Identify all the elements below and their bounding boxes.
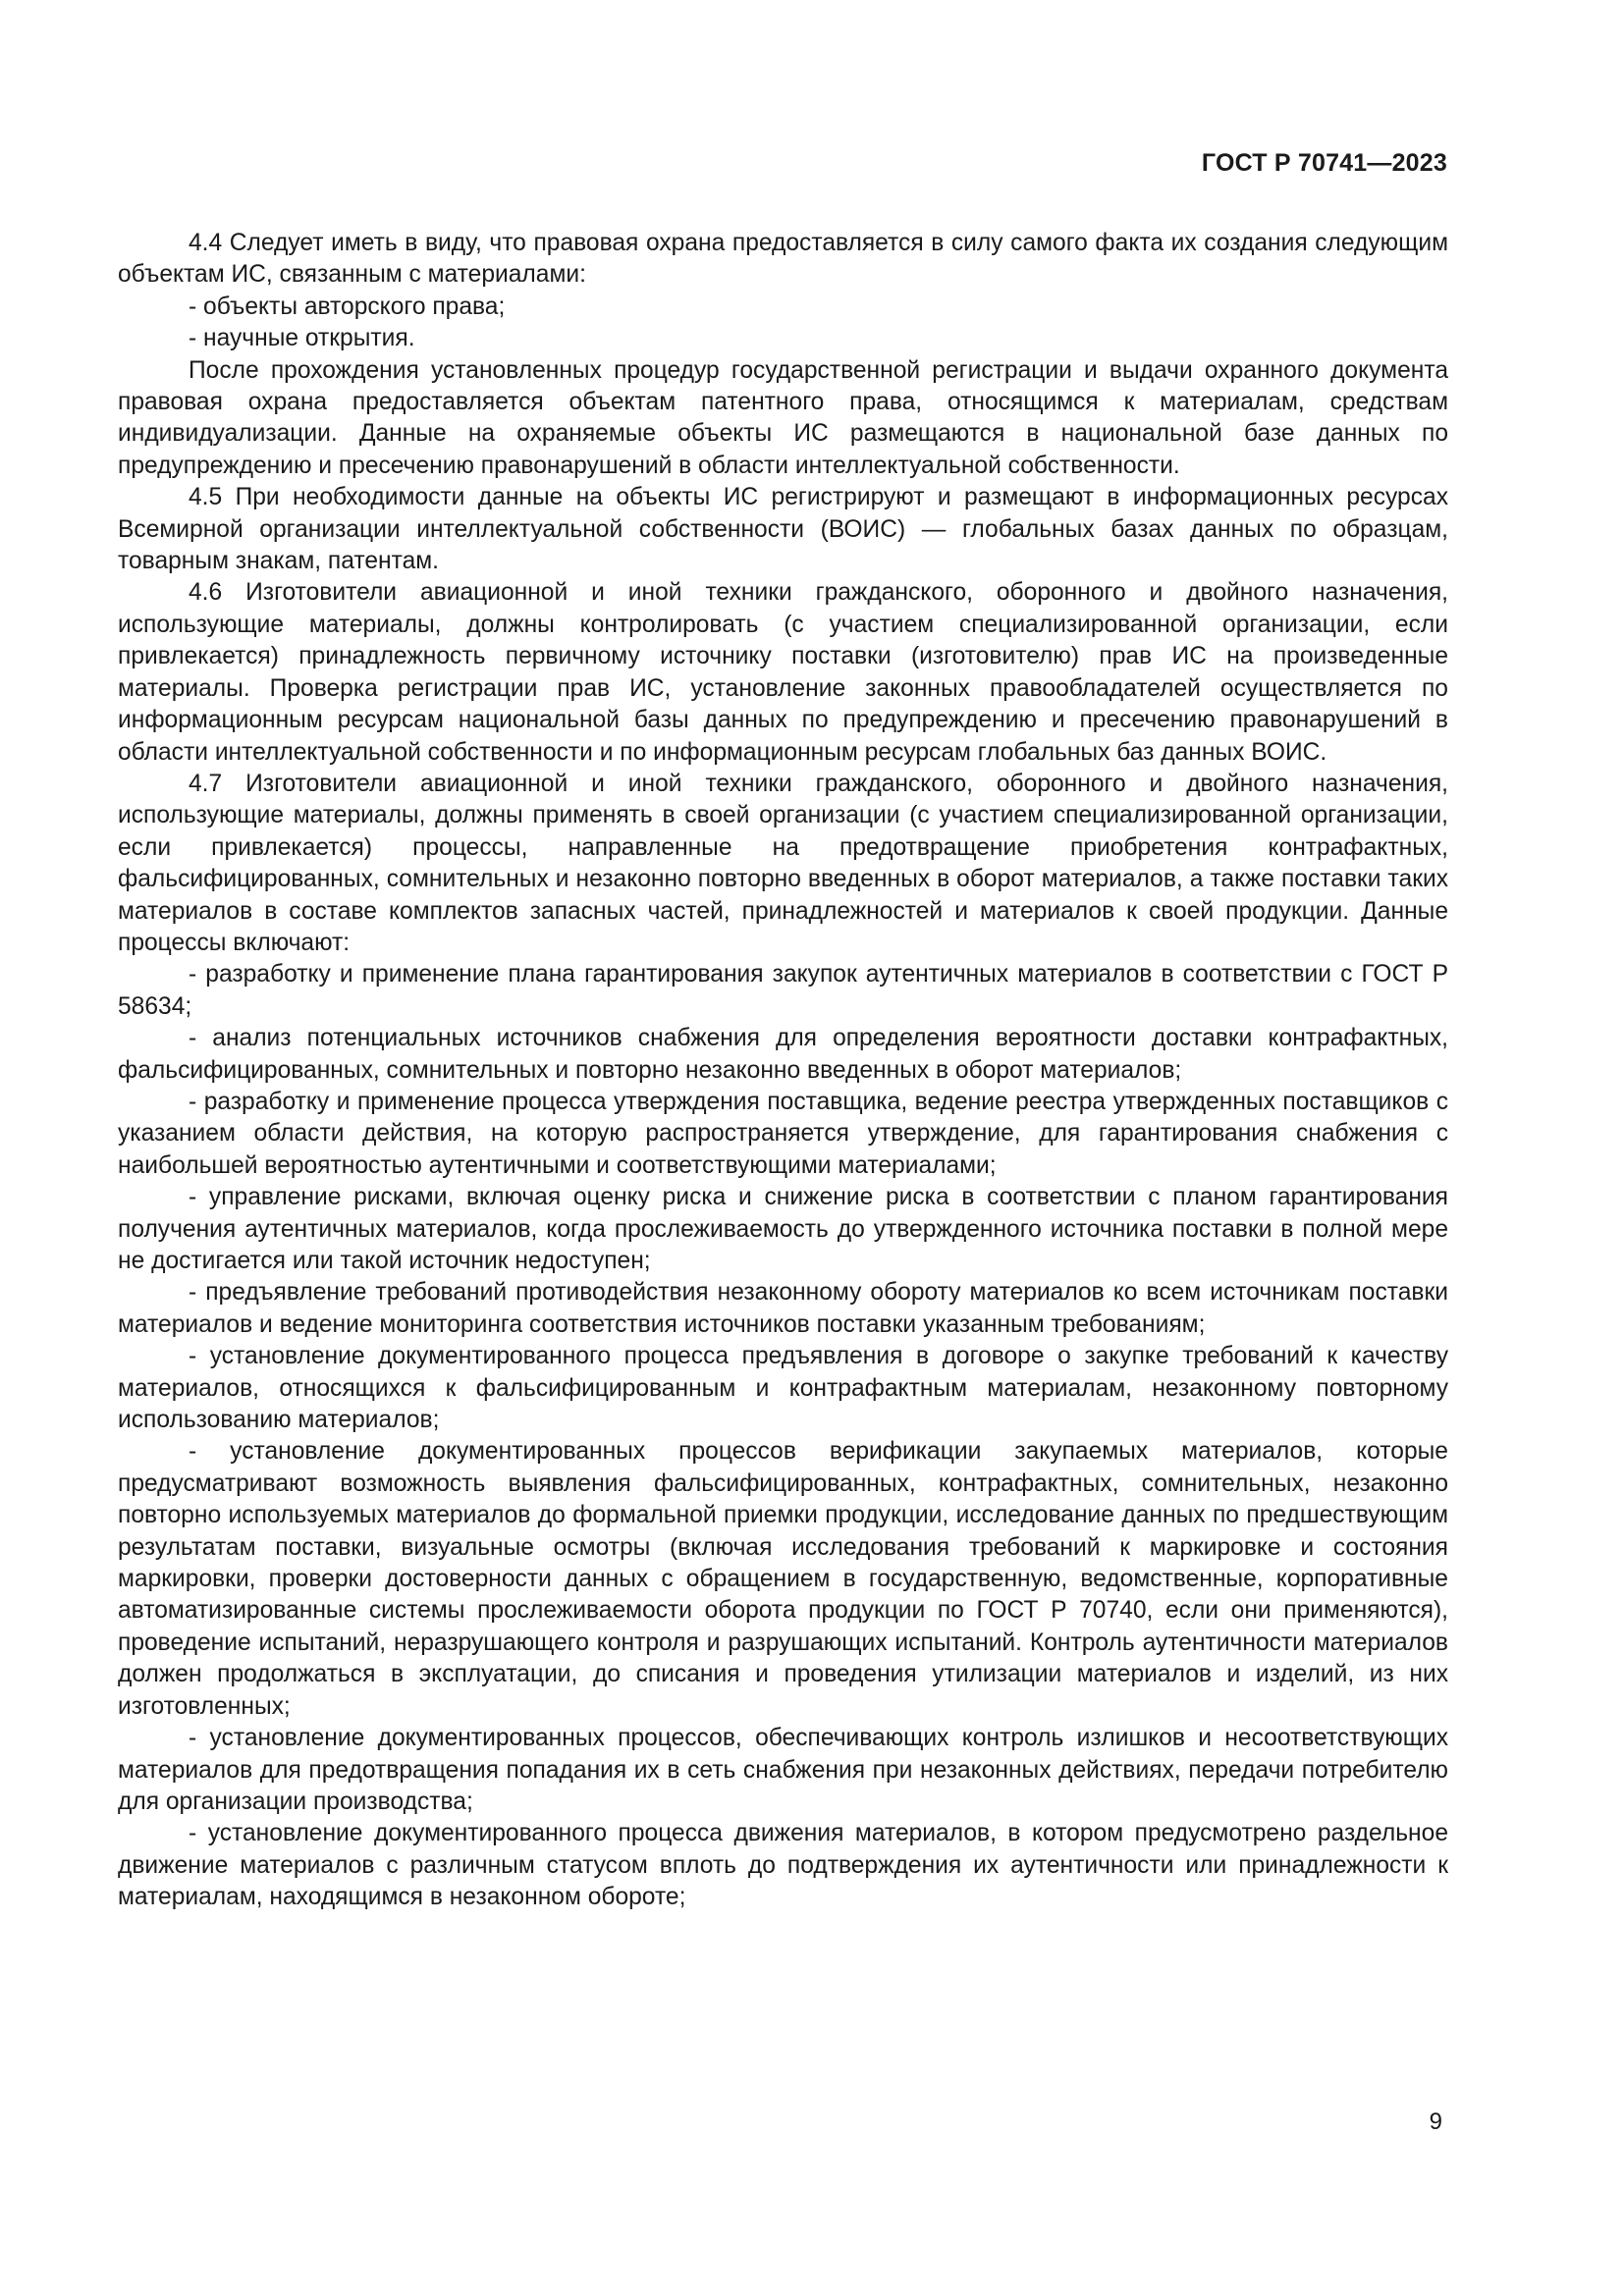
- list-item: - установление документированного процесса предъявления в договоре о закупке требований к качеству материалов, относящихся к фальсифицированным и контрафактным материалам, незаконному повторному использованию материалов;: [118, 1343, 1448, 1434]
- list-item: - предъявление требований противодействия незаконному обороту материалов ко всем источникам поставки материалов и ведение мониторинга соответствия источников поставки указанным требованиям;: [118, 1279, 1448, 1338]
- paragraph-4-4: 4.4 Следует иметь в виду, что правовая охрана предоставляется в силу самого факта их создания следующим объектам ИС, связанным с материалами:: [118, 230, 1448, 289]
- list-item: - установление документированного процесса движения материалов, в котором предусмотрено раздельное движение материалов с различным статусом вплоть до подтверждения их аутентичности или принадлежности к материалам, находящимся в незаконном обороте;: [118, 1820, 1448, 1911]
- list-item: - научные открытия.: [189, 325, 415, 352]
- list-item: - управление рисками, включая оценку риска и снижение риска в соответствии с планом гарантирования получения аутентичных материалов, когда прослеживаемость до утвержденного источника поставки в полной мере не достигается или такой источник недоступен;: [118, 1184, 1448, 1274]
- list-item: - установление документированных процессов верификации закупаемых материалов, которые предусматривают возможность выявления фальсифицированных, контрафактных, сомнительных, незаконно повторно используемых материалов до формальной приемки продукции, исследование данных по предшествующим результатам поставки, визуальные осмотры (включая исследования требований к маркировке и состояния маркировки, проверки достоверности данных с обращением в государственную, ведомственные, корпоративные автоматизированные системы прослеживаемости оборота продукции по ГОСТ Р 70740, если они применяются), проведение испытаний, неразрушающего контроля и разрушающих испытаний. Контроль аутентичности материалов должен продолжаться в эксплуатации, до списания и проведения утилизации материалов и изделий, из них изготовленных;: [118, 1438, 1448, 1720]
- paragraph: После прохождения установленных процедур государственной регистрации и выдачи охранного документа правовая охрана предоставляется объектам патентного права, относящимся к материалам, средствам индивидуализации. Данные на охраняемые объекты ИС размещаются в национальной базе данных по предупреждению и пресечению правонарушений в области интеллектуальной собственности.: [118, 356, 1448, 479]
- list-item: - разработку и применение процесса утверждения поставщика, ведение реестра утвержденных поставщиков с указанием области действия, на которую распространяется утверждение, для гарантирования снабжения с наибольшей вероятностью аутентичными и соответствующими материалами;: [118, 1088, 1448, 1179]
- list-item: - анализ потенциальных источников снабжения для определения вероятности доставки контрафактных, фальсифицированных, сомнительных и повторно незаконно введенных в оборот материалов;: [118, 1025, 1448, 1084]
- page-number: 9: [1429, 2109, 1442, 2135]
- document-code: ГОСТ Р 70741—2023: [1201, 149, 1447, 177]
- paragraph-4-7: 4.7 Изготовители авиационной и иной техники гражданского, оборонного и двойного назначения, использующие материалы, должны применять в своей организации (с участием специализированной организации, если привлекается) процессы, направленные на предотвращение приобретения контрафактных, фальсифицированных, сомнительных и незаконно повторно введенных в оборот материалов, а также поставки таких материалов в составе комплектов запасных частей, принадлежностей и материалов к своей продукции. Данные процессы включают:: [118, 770, 1448, 956]
- paragraph-4-6: 4.6 Изготовители авиационной и иной техники гражданского, оборонного и двойного назначения, использующие материалы, должны контролировать (с участием специализированной организации, если привлекается) принадлежность первичному источнику поставки (изготовителю) прав ИС на произведенные материалы. Проверка регистрации прав ИС, установление законных правообладателей осуществляется по информационным ресурсам национальной базы данных по предупреждению и пресечению правонарушений в области интеллектуальной собственности и по информационным ресурсам глобальных баз данных ВОИС.: [118, 579, 1448, 766]
- list-item: - объекты авторского права;: [189, 293, 506, 320]
- list-item: - установление документированных процессов, обеспечивающих контроль излишков и несоответствующих материалов для предотвращения попадания их в сеть снабжения при незаконных действиях, передачи потребителю для организации производства;: [118, 1725, 1448, 1815]
- list-item: - разработку и применение плана гарантирования закупок аутентичных материалов в соответствии с ГОСТ Р 58634;: [118, 961, 1448, 1020]
- paragraph-4-5: 4.5 При необходимости данные на объекты ИС регистрируют и размещают в информационных ресурсах Всемирной организации интеллектуальной собственности (ВОИС) — глобальных базах данных по образцам, товарным знакам, патентам.: [118, 484, 1448, 575]
- document-body: [118, 228, 1448, 1914]
